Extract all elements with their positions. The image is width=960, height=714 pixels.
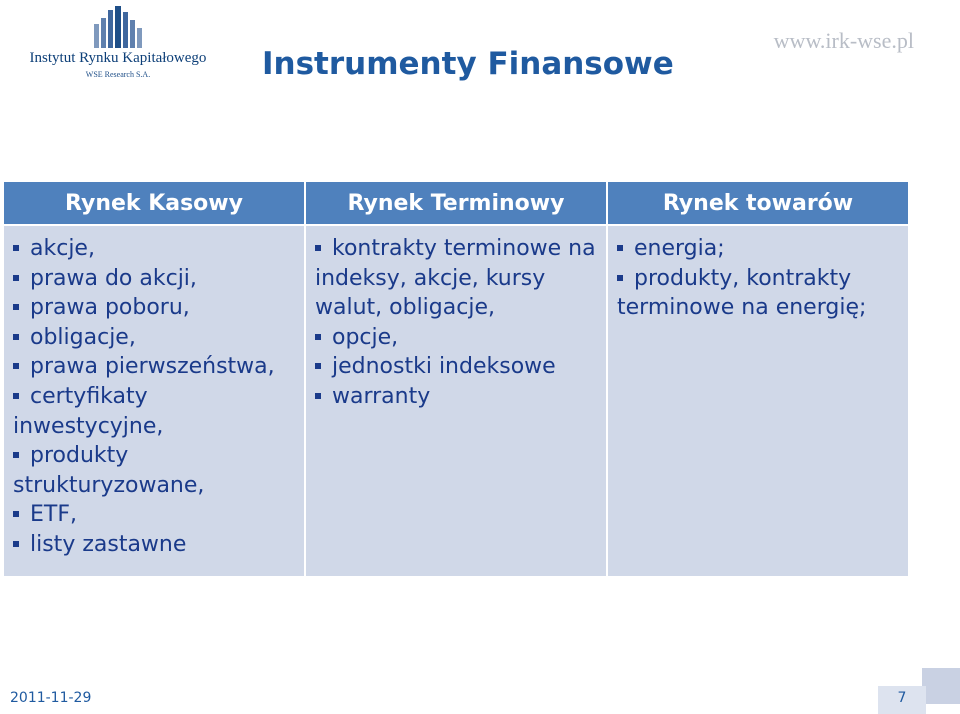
logo (18, 6, 218, 86)
markets-table (2, 180, 910, 578)
site-url: www.irk-wse.pl (773, 28, 914, 53)
column-header-futures-market: Rynek Terminowy (305, 181, 607, 225)
list-item-text: kontrakty terminowe na indeksy, akcje, kursy walut, obligacje, (315, 236, 596, 321)
square-bullet-icon (13, 511, 19, 517)
commodity-market-cell (607, 225, 909, 577)
square-bullet-icon (13, 363, 19, 369)
square-bullet-icon (315, 245, 321, 251)
table-row (3, 225, 909, 577)
table-header-row (3, 181, 909, 225)
list-item-text: listy zastawne (30, 531, 187, 557)
list-item-text: prawa pierwszeństwa, (30, 354, 275, 380)
square-bullet-icon (13, 334, 19, 340)
list-item-text: opcje, (332, 324, 399, 350)
logo-subtitle: WSE Research S.A. (85, 70, 151, 79)
cash-market-list (13, 234, 300, 560)
square-bullet-icon (13, 393, 19, 399)
cash-market-cell (3, 225, 305, 577)
list-item-text: energia; (634, 236, 725, 261)
list-item (315, 323, 602, 353)
futures-market-cell (305, 225, 607, 577)
futures-market-list (315, 234, 602, 412)
list-item (13, 530, 300, 560)
list-item (13, 382, 300, 441)
list-item (617, 234, 904, 264)
commodity-market-list (617, 234, 904, 323)
list-item (13, 323, 300, 353)
list-item-text: warranty (332, 383, 431, 409)
list-item-text: ETF, (30, 502, 77, 528)
square-bullet-icon (13, 275, 19, 281)
square-bullet-icon (13, 452, 19, 458)
square-bullet-icon (315, 334, 321, 340)
list-item-text: prawa do akcji, (30, 265, 197, 291)
footer-date: 2011-11-29 (10, 690, 92, 706)
square-bullet-icon (315, 363, 321, 369)
list-item-text: prawa poboru, (30, 295, 190, 321)
list-item (315, 382, 602, 412)
list-item-text: akcje, (30, 236, 95, 261)
list-item (13, 293, 300, 323)
list-item (13, 352, 300, 382)
list-item-text: produkty, kontrakty terminowe na energię; (617, 265, 867, 321)
list-item (13, 441, 300, 500)
page-number-decoration (922, 668, 960, 704)
logo-name: Instytut Rynku Kapitałowego (29, 50, 207, 66)
list-item (617, 264, 904, 323)
list-item (13, 234, 300, 264)
list-item-text: jednostki indeksowe (332, 354, 556, 380)
square-bullet-icon (13, 541, 19, 547)
list-item (315, 352, 602, 382)
list-item-text: certyfikaty inwestycyjne, (13, 383, 164, 439)
square-bullet-icon (617, 275, 623, 281)
slide-title: Instrumenty Finansowe (262, 46, 674, 82)
column-header-cash-market: Rynek Kasowy (3, 181, 305, 225)
page-number: 7 (897, 690, 907, 706)
square-bullet-icon (315, 393, 321, 399)
list-item-text: obligacje, (30, 324, 136, 350)
square-bullet-icon (13, 304, 19, 310)
square-bullet-icon (617, 245, 623, 251)
list-item (315, 234, 602, 323)
building-logo-icon (80, 6, 156, 50)
list-item-text: produkty strukturyzowane, (13, 443, 205, 498)
column-header-commodity-market: Rynek towarów (607, 181, 909, 225)
list-item (13, 264, 300, 294)
square-bullet-icon (13, 245, 19, 251)
list-item (13, 500, 300, 530)
